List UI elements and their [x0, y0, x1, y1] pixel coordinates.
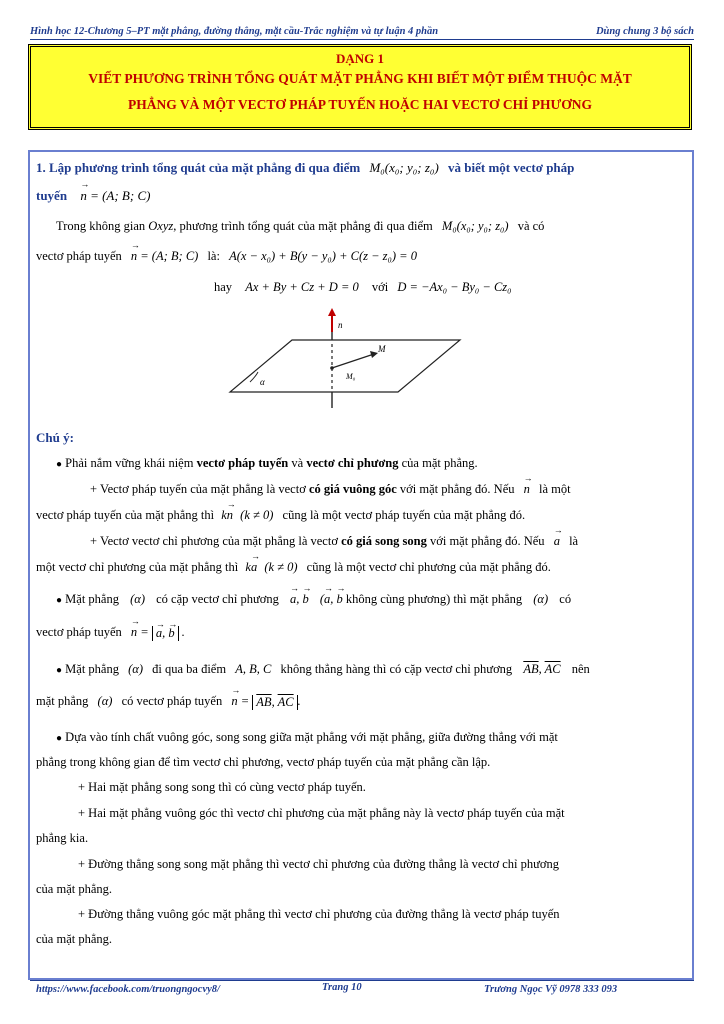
note-bullet3-line2: mặt phẳng (α) có vectơ pháp tuyến → $n = \overline{AB}$, $\overline{AC}$ .: [36, 694, 301, 710]
note-bullet4-line2: phẳng trong không gian để tìm vectơ chỉ phương, vectơ pháp tuyến của mặt phẳng cần lập.: [36, 755, 491, 769]
label-n: n: [338, 320, 343, 330]
note-bullet2-line2: vectơ pháp tuyến → n = → a, → b .: [36, 625, 185, 641]
note-bullet4-line1: ● Dựa vào tính chất vuông góc, song song giữa mặt phẳng với mặt phẳng, giữa đường thẳng với mặt: [56, 730, 558, 744]
footer-page-number: Trang 10: [322, 982, 362, 993]
note-bullet2-line1: ● Mặt phẳng (α) có cặp vectơ chỉ phương → a, → b (→ a, → b không cùng phương) thì mặt phẳng (α) có: [56, 592, 571, 607]
para1: Trong không gian Oxyz, phương trình tổng quát của mặt phẳng đi qua điểm M₀(x₀; y₀; z₀) và có: [56, 219, 545, 233]
note-bullet1: ● Phải nắm vững khái niệm vectơ pháp tuyến và vectơ chỉ phương của mặt phẳng.: [56, 456, 478, 470]
note-sub2-line1: + Vectơ vectơ chỉ phương của mặt phẳng là vectơ có giá song song với mặt phẳng đó. Nếu → a là: [90, 534, 578, 549]
section1-title-line2: tuyến → n = (A; B; C): [36, 188, 150, 204]
banner-line2: PHẲNG VÀ MỘT VECTƠ PHÁP TUYẾN HOẶC HAI VECTƠ CHỈ PHƯƠNG: [127, 97, 593, 112]
banner-dang: DẠNG 1: [335, 51, 385, 66]
note-case2-line2: phẳng kia.: [36, 831, 89, 845]
header-right: Dùng chung 3 bộ sách: [595, 26, 694, 37]
note-sub1-line2: vectơ pháp tuyến của mặt phẳng thì k→ n (k ≠ 0) cũng là một vectơ pháp tuyến của mặt phẳng đó.: [36, 508, 525, 523]
label-alpha: α: [260, 377, 265, 387]
header-left: Hình học 12-Chương 5–PT mặt phẳng, đường thẳng, mặt cầu-Trắc nghiệm và tự luận 4 phần: [30, 26, 439, 37]
note-case3-line2: của mặt phẳng.: [36, 882, 113, 896]
note-case3-line1: + Đường thẳng song song mặt phẳng thì vectơ chỉ phương của đường thẳng là vectơ chỉ phương: [78, 857, 560, 871]
note-sub2-line2: một vectơ chỉ phương của mặt phẳng thì k→ a (k ≠ 0) cũng là một vectơ chỉ phương của mặt phẳng đó.: [36, 560, 551, 575]
note-title: Chú ý:: [36, 430, 74, 445]
note-case2-line1: + Hai mặt phẳng vuông góc thì vectơ chỉ phương của mặt phẳng này là vectơ pháp tuyến của mặt: [78, 806, 565, 820]
note-sub1-line1: + Vectơ pháp tuyến của mặt phẳng là vectơ có giá vuông góc với mặt phẳng đó. Nếu → n là một: [90, 482, 571, 497]
label-m0: M₀: [346, 372, 356, 381]
note-case4-line1: + Đường thẳng vuông góc mặt phẳng thì vectơ chỉ phương của đường thẳng là vectơ pháp tuyến: [78, 907, 560, 921]
para3: hay Ax + By + Cz + D = 0 với D = −Ax₀ − By₀ − Cz₀: [214, 280, 512, 294]
note-bullet3-line1: ● Mặt phẳng (α) đi qua ba điểm A, B, C không thẳng hàng thì có cặp vectơ chỉ phương $\overline{AB}$, $\overline{AC}$ nên: [56, 662, 590, 676]
plane-figure: [228, 306, 468, 410]
para2: vectơ pháp tuyến → n = (A; B; C) là: A(x − x₀) + B(y − y₀) + C(z − z₀) = 0: [36, 249, 417, 264]
footer-rule: [30, 980, 694, 981]
note-case4-line2: của mặt phẳng.: [36, 932, 113, 946]
page-header: [30, 26, 694, 40]
label-m: M: [378, 344, 386, 354]
section1-title-line1: 1. Lập phương trình tổng quát của mặt phẳng đi qua điểm M₀(x₀; y₀; z₀) và biết một vectơ pháp: [36, 160, 575, 175]
title-banner: [28, 44, 692, 130]
banner-line1: VIẾT PHƯƠNG TRÌNH TỔNG QUÁT MẶT PHẲNG KHI BIẾT MỘT ĐIỂM THUỘC MẶT: [88, 71, 632, 86]
footer-author: Trương Ngọc Vỹ 0978 333 093: [484, 984, 618, 995]
footer-link[interactable]: https://www.facebook.com/truongngocvy8/: [36, 984, 220, 995]
note-case1: + Hai mặt phẳng song song thì có cùng vectơ pháp tuyến.: [78, 780, 366, 794]
